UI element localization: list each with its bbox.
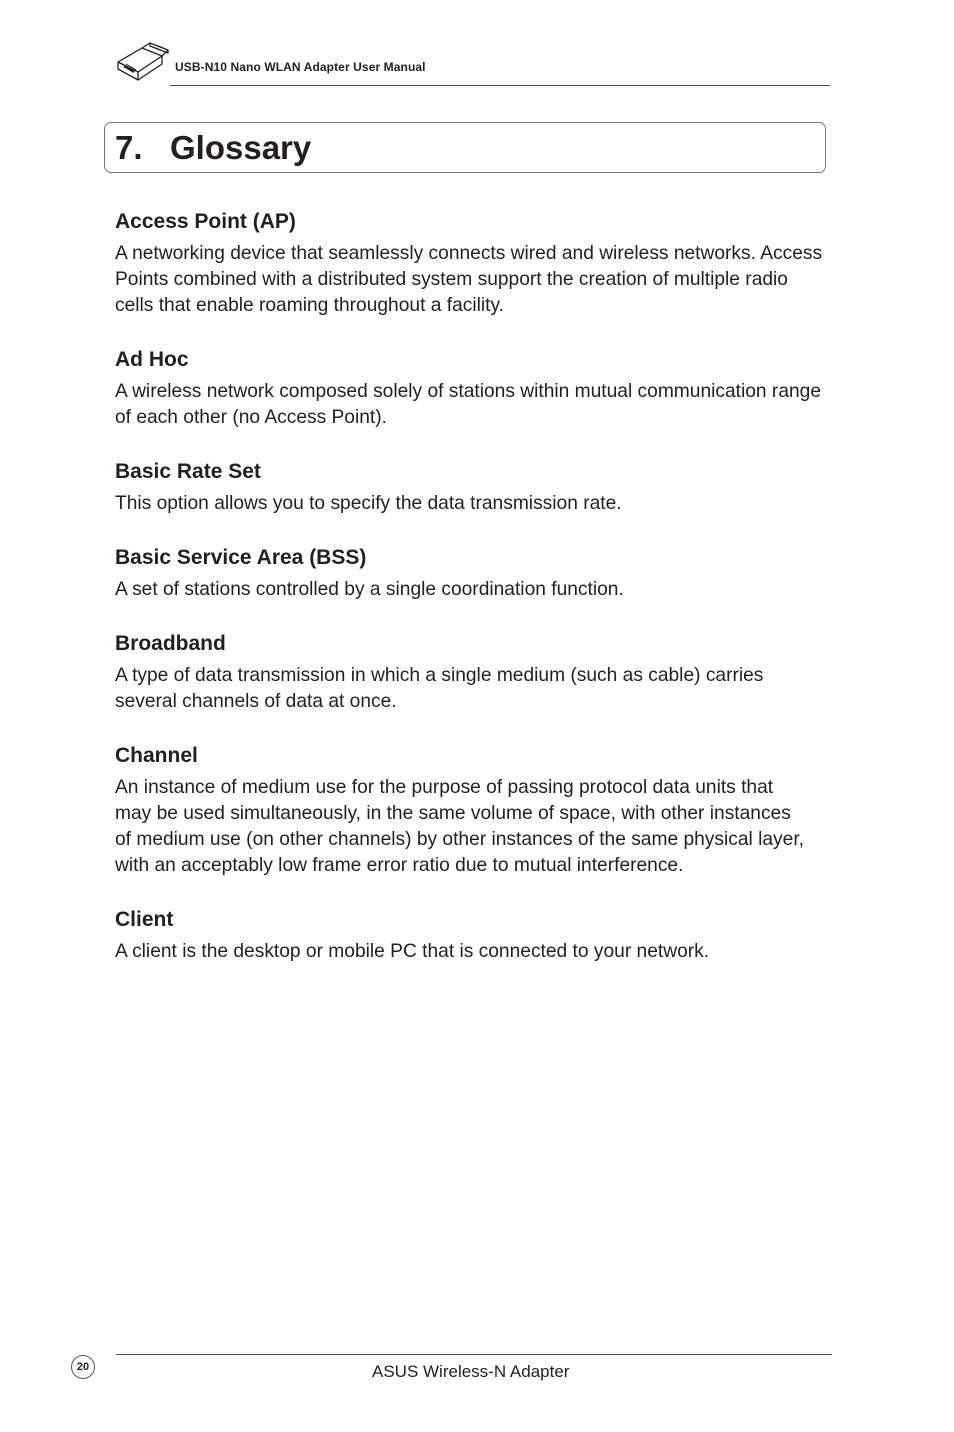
glossary-entry-channel (115, 742, 835, 879)
chapter-title-text: Glossary (170, 129, 312, 166)
glossary-list (115, 208, 835, 992)
glossary-definition (115, 775, 835, 879)
glossary-term: Client (115, 908, 174, 931)
definition-line: A wireless network composed solely of stations within mutual communication range (115, 381, 822, 402)
glossary-entry-broadband (115, 630, 835, 715)
definition-line: An instance of medium use for the purpose of passing protocol data units that (115, 777, 774, 798)
glossary-term: Access Point (AP) (115, 210, 296, 233)
definition-line: This option allows you to specify the data transmission rate. (115, 493, 622, 514)
chapter-title (115, 129, 311, 167)
footer-product-name: ASUS Wireless-N Adapter (372, 1362, 570, 1381)
glossary-definition (115, 577, 835, 603)
glossary-definition (115, 379, 835, 431)
glossary-term: Basic Rate Set (115, 460, 261, 483)
glossary-term: Ad Hoc (115, 348, 189, 371)
footer-divider (116, 1354, 832, 1355)
glossary-entry-basic-rate-set (115, 458, 835, 517)
glossary-entry-bss (115, 544, 835, 603)
glossary-term: Channel (115, 744, 198, 767)
definition-line: A client is the desktop or mobile PC that is connected to your network. (115, 941, 710, 962)
glossary-definition (115, 491, 835, 517)
glossary-definition (115, 939, 835, 965)
definition-line: several channels of data at once. (115, 691, 397, 712)
chapter-number: 7. (115, 129, 143, 166)
definition-line: A type of data transmission in which a single medium (such as cable) carries (115, 665, 764, 686)
glossary-definition (115, 241, 835, 319)
glossary-entry-ad-hoc (115, 346, 835, 431)
glossary-entry-client (115, 906, 835, 965)
definition-line: may be used simultaneously, in the same volume of space, with other instances (115, 803, 791, 824)
definition-line: A set of stations controlled by a single coordination function. (115, 579, 624, 600)
definition-line: of each other (no Access Point). (115, 407, 387, 428)
header-divider (170, 85, 830, 86)
glossary-definition (115, 663, 835, 715)
page-number: 20 (71, 1355, 95, 1379)
glossary-term: Basic Service Area (BSS) (115, 546, 367, 569)
manual-title: USB-N10 Nano WLAN Adapter User Manual (175, 60, 426, 74)
definition-line: with an acceptably low frame error ratio due to mutual interference. (115, 855, 684, 876)
chapter-heading (104, 122, 826, 173)
page-header (112, 36, 832, 88)
definition-line: Points combined with a distributed system support the creation of multiple radio (115, 269, 788, 290)
glossary-term: Broadband (115, 632, 226, 655)
definition-line: A networking device that seamlessly connects wired and wireless networks. Access (115, 243, 823, 264)
definition-line: of medium use (on other channels) by other instances of the same physical layer, (115, 829, 804, 850)
usb-adapter-icon (112, 36, 172, 86)
definition-line: cells that enable roaming throughout a facility. (115, 295, 504, 316)
glossary-entry-access-point (115, 208, 835, 319)
